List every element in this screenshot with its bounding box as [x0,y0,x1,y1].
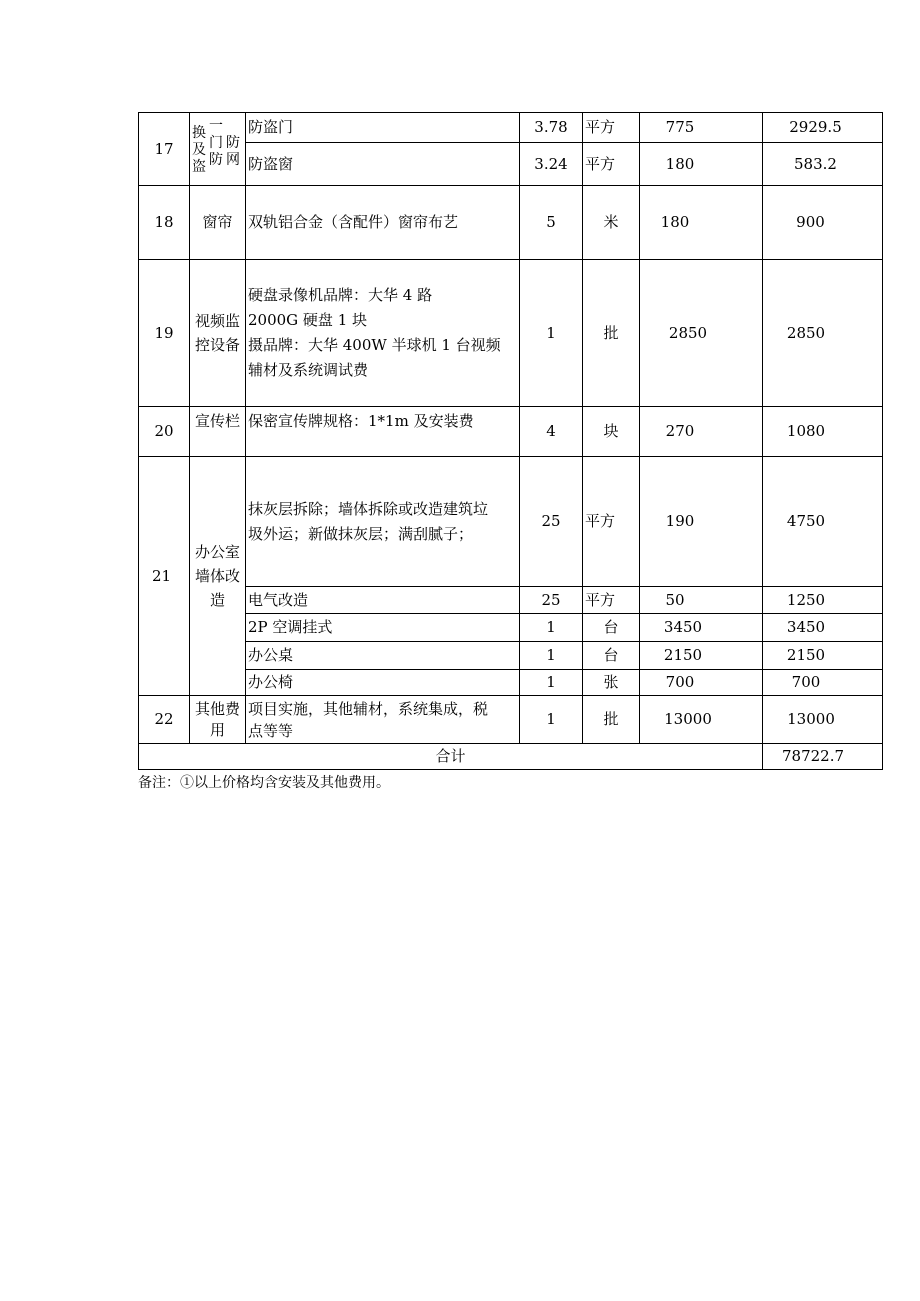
item-description: 防盗门 [248,118,294,136]
item-description: 防盗窗 [248,154,294,173]
row-number: 22 [154,710,174,728]
item-total: 13000 [787,710,835,728]
item-quantity: 1 [546,323,556,342]
item-quantity: 1 [546,646,556,664]
item-unit-price: 3450 [663,618,703,636]
item-unit-price: 775 [665,118,695,136]
item-description: 2P 空调挂式 [248,618,333,636]
item-quantity: 1 [546,710,556,728]
table-line [138,769,883,770]
row-number: 21 [151,566,172,585]
item-total: 583.2 [794,154,837,173]
item-total: 1080 [786,422,826,440]
item-total: 900 [796,213,825,231]
category-label: 一 门 防 [209,118,223,168]
item-description: 保密宣传牌规格：1*1m 及安装费 [248,411,474,430]
item-unit-price: 2150 [663,646,703,664]
item-unit-price: 180 [660,213,690,231]
item-quantity: 25 [541,512,561,530]
item-quantity: 5 [546,213,556,231]
item-description: 办公椅 [248,673,294,691]
category-label: 其他费 用 [194,699,240,739]
item-quantity: 1 [546,673,556,691]
item-unit: 张 [603,673,619,691]
row-number: 19 [154,323,174,342]
item-unit: 平方 [585,590,616,609]
item-description: 电气改造 [248,590,309,609]
summary-total: 78722.7 [781,747,845,765]
item-unit: 批 [603,710,619,728]
item-unit-price: 270 [665,422,695,440]
item-unit: 平方 [585,154,616,173]
item-quantity: 1 [546,618,556,636]
row-number: 20 [154,422,174,440]
category-label: 办公室 墙体改 造 [194,543,240,609]
item-unit: 台 [603,646,619,664]
item-unit: 批 [603,323,619,342]
item-description: 硬盘录像机品牌：大华 4 路 2000G 硬盘 1 块 摄品牌：大华 400W 半球机 1 台视频 辅材及系统调试费 [248,286,501,379]
item-unit-price: 50 [665,590,685,609]
item-description: 双轨铝合金（含配件）窗帘布艺 [248,213,459,231]
item-total: 3450 [786,618,826,636]
item-description: 办公桌 [248,646,294,664]
item-unit: 台 [603,618,619,636]
item-unit: 平方 [585,512,616,530]
category-label: 宣传栏 [194,411,240,430]
item-quantity: 4 [546,422,556,440]
item-quantity: 25 [541,590,561,609]
item-total: 2929.5 [789,118,842,136]
category-label: 视频监 控设备 [194,312,240,354]
item-unit-price: 700 [665,673,695,691]
category-label: 防 网 [226,135,240,168]
table-line [882,112,883,770]
item-total: 2850 [786,323,826,342]
item-total: 700 [791,673,821,691]
summary-label: 合计 [435,747,466,765]
item-unit-price: 180 [665,154,695,173]
item-description: 抹灰层拆除；墙体拆除或改造建筑垃 圾外运；新做抹灰层；满刮腻子； [248,499,489,543]
row-number: 18 [154,213,174,231]
item-unit-price: 190 [665,512,695,530]
item-total: 4750 [786,512,826,530]
category-label: 换 及 盗 [192,125,206,175]
item-unit-price: 2850 [668,323,708,342]
item-total: 2150 [786,646,826,664]
item-unit: 平方 [585,118,616,136]
category-label: 窗帘 [202,213,233,231]
item-unit: 块 [603,422,619,440]
item-quantity: 3.78 [534,118,568,136]
item-unit: 米 [603,213,619,231]
row-number: 17 [154,139,174,158]
item-total: 1250 [786,590,826,609]
item-unit-price: 13000 [664,710,712,728]
item-description: 项目实施，其他辅材，系统集成，税 点等等 [248,699,489,740]
footnote: 备注：①以上价格均含安装及其他费用。 [138,775,390,791]
item-quantity: 3.24 [534,154,568,173]
